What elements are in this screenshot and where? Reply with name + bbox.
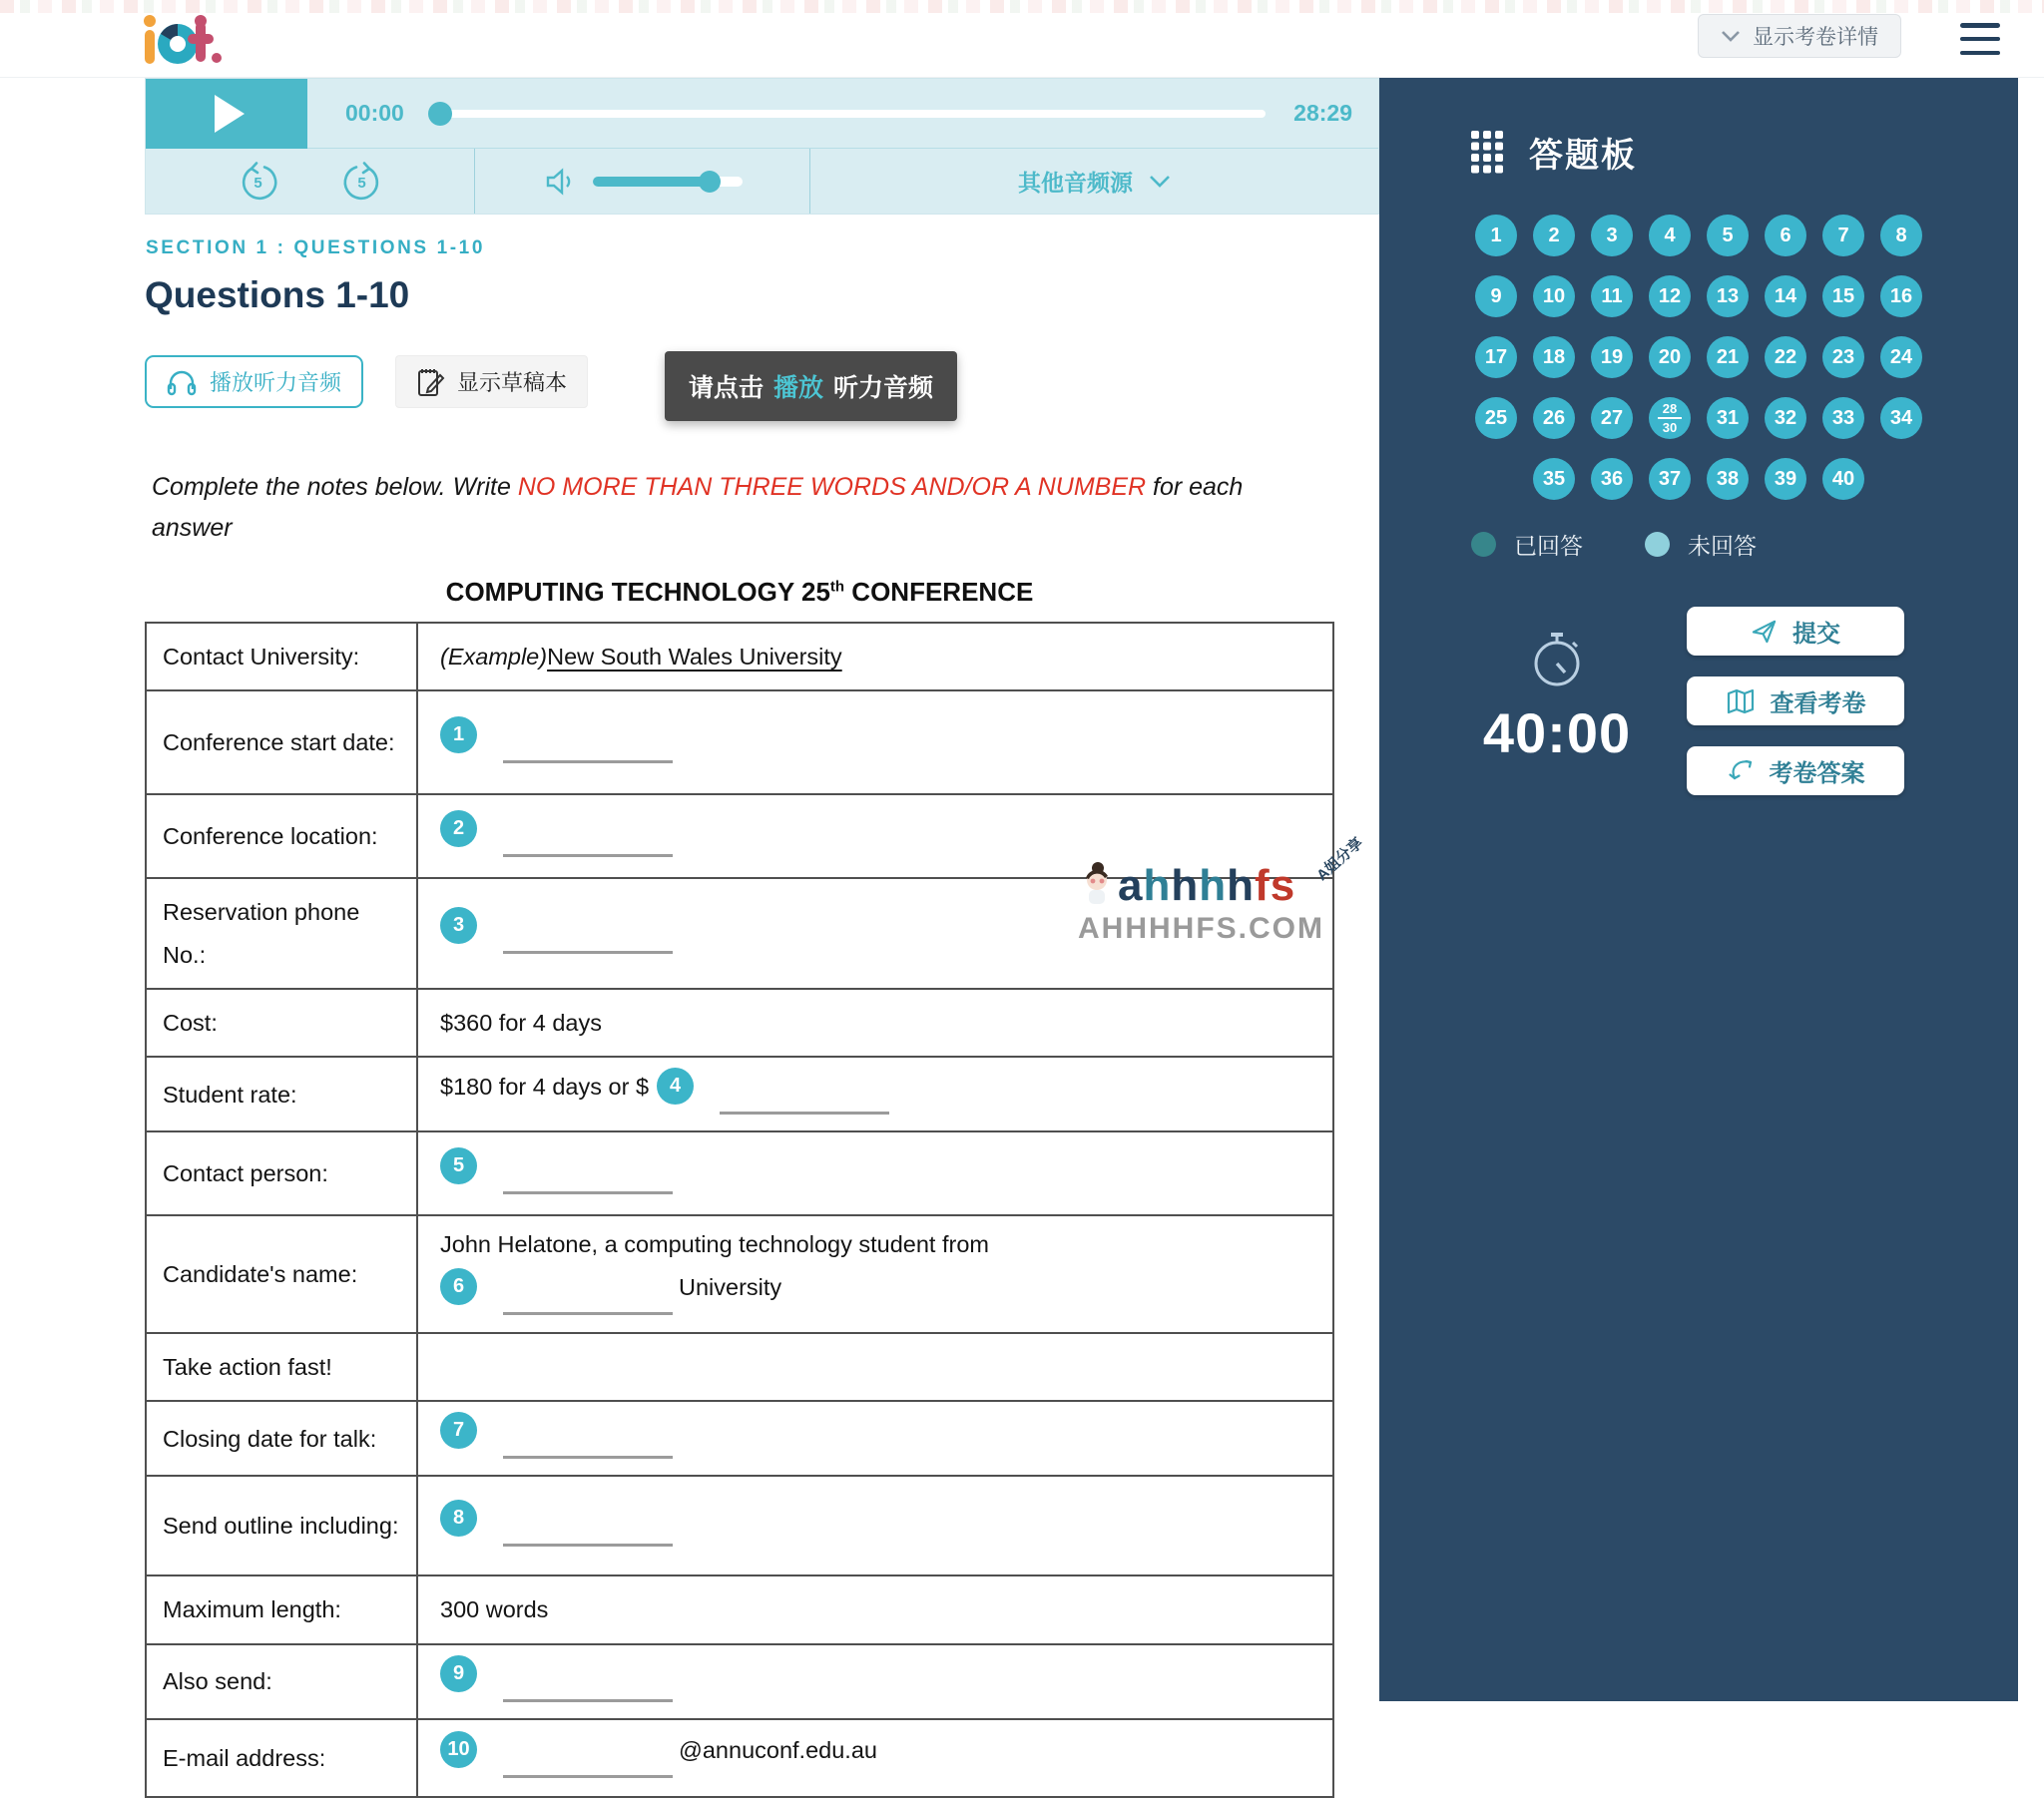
app-header bbox=[0, 0, 2044, 78]
tooltip-suffix: 听力音频 bbox=[833, 374, 934, 402]
skip-controls bbox=[146, 149, 475, 214]
instruction-prefix: Complete the notes below. Write bbox=[152, 473, 518, 501]
row-label: Closing date for talk: bbox=[146, 1401, 417, 1476]
row-label: Conference start date: bbox=[146, 690, 417, 794]
answer-board bbox=[1379, 78, 2018, 1701]
progress-knob[interactable] bbox=[428, 102, 452, 126]
question-nav-26[interactable]: 26 bbox=[1533, 397, 1575, 439]
notes-title-main: COMPUTING TECHNOLOGY 25 bbox=[445, 577, 830, 607]
row-label: Conference location: bbox=[146, 794, 417, 878]
page-title: Questions 1-10 bbox=[145, 274, 410, 315]
question-nav-39[interactable]: 39 bbox=[1765, 458, 1806, 500]
question-nav-28-30[interactable] bbox=[1649, 397, 1691, 439]
watermark-ribbon: A姐分享 bbox=[1313, 834, 1367, 885]
table-row bbox=[146, 1401, 1333, 1476]
table-row bbox=[146, 1215, 1333, 1333]
progress-track[interactable] bbox=[430, 110, 1266, 118]
question-nav-22[interactable]: 22 bbox=[1765, 336, 1806, 378]
play-icon bbox=[215, 95, 245, 133]
question-nav-9[interactable]: 9 bbox=[1475, 275, 1517, 317]
answer-blank-6[interactable] bbox=[503, 1285, 673, 1315]
question-nav-38[interactable]: 38 bbox=[1707, 458, 1749, 500]
speaker-icon bbox=[543, 165, 577, 199]
row-text-line: John Helatone, a computing technology student from bbox=[440, 1231, 989, 1258]
question-grid-row bbox=[1379, 215, 2018, 256]
row-value bbox=[417, 623, 1333, 690]
question-nav-4[interactable]: 4 bbox=[1649, 215, 1691, 256]
question-nav-32[interactable]: 32 bbox=[1765, 397, 1806, 439]
table-row bbox=[146, 623, 1333, 690]
question-nav-11[interactable]: 11 bbox=[1591, 275, 1633, 317]
row-label: E-mail address: bbox=[146, 1719, 417, 1797]
question-nav-24[interactable]: 24 bbox=[1880, 336, 1922, 378]
section-eyebrow: SECTION 1 : QUESTIONS 1-10 bbox=[146, 237, 485, 258]
answer-blank-3[interactable] bbox=[503, 924, 673, 954]
row-text: 300 words bbox=[440, 1596, 549, 1623]
row-content bbox=[440, 644, 1310, 671]
show-draft-label: 显示草稿本 bbox=[457, 370, 568, 395]
table-row bbox=[146, 989, 1333, 1057]
row-label: Cost: bbox=[146, 989, 417, 1057]
chevron-down-icon bbox=[1149, 175, 1171, 189]
row-label: Take action fast! bbox=[146, 1333, 417, 1401]
table-row bbox=[146, 1476, 1333, 1575]
question-grid-row bbox=[1379, 336, 2018, 378]
instruction-emphasis: NO MORE THAN THREE WORDS AND/OR A NUMBER bbox=[517, 473, 1147, 501]
current-time: 00:00 bbox=[345, 100, 404, 126]
row-value bbox=[417, 1401, 1333, 1476]
question-nav-16[interactable]: 16 bbox=[1880, 275, 1922, 317]
row-label: Reservation phone No.: bbox=[146, 878, 417, 989]
answer-board-header bbox=[1471, 128, 2018, 177]
row-label: Contact University: bbox=[146, 623, 417, 690]
site-watermark bbox=[1078, 834, 1367, 946]
question-nav-19[interactable]: 19 bbox=[1591, 336, 1633, 378]
other-sources-label: 其他音频源 bbox=[1018, 170, 1133, 196]
row-content bbox=[440, 1412, 1310, 1465]
stacked-bottom: 30 bbox=[1662, 420, 1678, 435]
table-row bbox=[146, 1131, 1333, 1215]
question-nav-6[interactable]: 6 bbox=[1765, 215, 1806, 256]
brand-letter: h bbox=[1199, 861, 1228, 910]
volume-knob[interactable] bbox=[699, 171, 721, 193]
answer-blank-9[interactable] bbox=[503, 1672, 673, 1702]
rewind-5-label: 5 bbox=[254, 175, 262, 192]
volume-controls bbox=[475, 149, 810, 214]
headphones-icon bbox=[167, 368, 197, 396]
question-badge-6: 6 bbox=[440, 1268, 477, 1305]
notes-table bbox=[145, 622, 1334, 1798]
question-nav-13[interactable]: 13 bbox=[1707, 275, 1749, 317]
unanswered-dot bbox=[1645, 532, 1670, 557]
submit-button[interactable] bbox=[1687, 607, 1904, 656]
volume-fill bbox=[593, 177, 711, 187]
play-audio-label: 播放听力音频 bbox=[210, 370, 342, 395]
table-row bbox=[146, 1333, 1333, 1401]
forward-5-button[interactable] bbox=[341, 161, 383, 203]
row-content bbox=[440, 1596, 1310, 1623]
question-nav-5[interactable]: 5 bbox=[1707, 215, 1749, 256]
row-value bbox=[417, 1057, 1333, 1131]
question-grid-row bbox=[1379, 397, 2018, 439]
question-nav-34[interactable]: 34 bbox=[1880, 397, 1922, 439]
details-button-label: 显示考卷详情 bbox=[1753, 26, 1878, 49]
question-badge-5: 5 bbox=[440, 1147, 477, 1184]
watermark-brand-row bbox=[1078, 834, 1367, 910]
brand-letter: s bbox=[1270, 861, 1296, 910]
paper-answers-label: 考卷答案 bbox=[1769, 760, 1865, 787]
row-content bbox=[440, 1655, 1310, 1708]
row-label: Student rate: bbox=[146, 1057, 417, 1131]
timer-block bbox=[1379, 607, 1687, 795]
notes-section bbox=[145, 577, 1334, 1798]
stacked-divider bbox=[1658, 417, 1682, 419]
answer-blank-8[interactable] bbox=[503, 1517, 673, 1547]
view-paper-button[interactable] bbox=[1687, 676, 1904, 725]
row-value bbox=[417, 690, 1333, 794]
question-nav-33[interactable]: 33 bbox=[1822, 397, 1864, 439]
submit-label: 提交 bbox=[1792, 621, 1840, 648]
notes-table-body bbox=[146, 623, 1333, 1797]
table-row bbox=[146, 1575, 1333, 1643]
question-nav-8[interactable]: 8 bbox=[1880, 215, 1922, 256]
row-content bbox=[440, 1010, 1310, 1037]
question-badge-7: 7 bbox=[440, 1412, 477, 1449]
row-content bbox=[440, 1268, 1310, 1321]
show-paper-details-button[interactable] bbox=[1698, 14, 1901, 58]
notes-title-sup: th bbox=[829, 578, 845, 596]
question-nav-31[interactable]: 31 bbox=[1707, 397, 1749, 439]
question-nav-3[interactable]: 3 bbox=[1591, 215, 1633, 256]
question-grid bbox=[1379, 215, 2018, 500]
question-badge-1: 1 bbox=[440, 716, 477, 753]
row-value bbox=[417, 1719, 1333, 1797]
row-label: Candidate's name: bbox=[146, 1215, 417, 1333]
row-value bbox=[417, 1575, 1333, 1643]
paper-plane-icon bbox=[1751, 618, 1778, 645]
question-nav-25[interactable]: 25 bbox=[1475, 397, 1517, 439]
player-progress-row bbox=[146, 79, 1378, 149]
row-content bbox=[440, 1068, 1310, 1121]
answer-blank-7[interactable] bbox=[503, 1429, 673, 1459]
board-footer bbox=[1379, 607, 2018, 795]
play-audio-tooltip bbox=[665, 351, 957, 421]
player-controls-row bbox=[146, 149, 1378, 214]
iot-logo-icon bbox=[138, 8, 228, 70]
menu-icon[interactable] bbox=[1960, 23, 2000, 55]
stacked-top: 28 bbox=[1662, 401, 1678, 416]
other-audio-sources-button[interactable] bbox=[810, 149, 1378, 214]
brand-letter: a bbox=[1118, 861, 1144, 910]
row-text: University bbox=[679, 1274, 782, 1301]
row-text: New South Wales University bbox=[547, 643, 842, 670]
question-nav-7[interactable]: 7 bbox=[1822, 215, 1864, 256]
question-nav-20[interactable]: 20 bbox=[1649, 336, 1691, 378]
tooltip-highlight: 播放 bbox=[773, 374, 824, 402]
question-badge-8: 8 bbox=[440, 1500, 477, 1537]
row-label: Send outline including: bbox=[146, 1476, 417, 1575]
forward-5-label: 5 bbox=[357, 175, 366, 192]
brand-letter: f bbox=[1255, 861, 1271, 910]
row-text: $360 for 4 days bbox=[440, 1009, 602, 1036]
play-listening-audio-button[interactable] bbox=[145, 355, 363, 408]
brand-letter: h bbox=[1171, 861, 1200, 910]
row-text: (Example) bbox=[440, 643, 548, 670]
question-nav-2[interactable]: 2 bbox=[1533, 215, 1575, 256]
notepad-icon bbox=[416, 367, 444, 397]
row-content bbox=[440, 1731, 1310, 1784]
chevron-down-icon bbox=[1721, 30, 1741, 43]
question-badge-4: 4 bbox=[657, 1068, 694, 1105]
answer-blank-2[interactable] bbox=[503, 827, 673, 857]
row-value bbox=[417, 1131, 1333, 1215]
girl-mascot-icon bbox=[1078, 860, 1118, 908]
play-button[interactable] bbox=[146, 79, 307, 149]
grid-icon bbox=[1471, 131, 1503, 174]
row-content bbox=[440, 810, 1310, 863]
curved-arrow-icon bbox=[1727, 757, 1755, 785]
table-row bbox=[146, 690, 1333, 794]
row-value bbox=[417, 989, 1333, 1057]
map-icon bbox=[1726, 688, 1756, 714]
question-badge-2: 2 bbox=[440, 810, 477, 847]
row-content bbox=[440, 716, 1310, 769]
table-row bbox=[146, 1719, 1333, 1797]
row-text: @annuconf.edu.au bbox=[679, 1737, 877, 1764]
paper-answers-button[interactable] bbox=[1687, 746, 1904, 795]
board-actions bbox=[1687, 607, 1904, 795]
question-nav-17[interactable]: 17 bbox=[1475, 336, 1517, 378]
row-label: Maximum length: bbox=[146, 1575, 417, 1643]
row-value bbox=[417, 1215, 1333, 1333]
volume-slider[interactable] bbox=[593, 177, 743, 187]
answered-label: 已回答 bbox=[1514, 533, 1583, 559]
countdown-timer: 40:00 bbox=[1482, 701, 1632, 764]
tooltip-prefix: 请点击 bbox=[689, 374, 765, 402]
answer-blank-1[interactable] bbox=[503, 733, 673, 763]
question-nav-15[interactable]: 15 bbox=[1822, 275, 1864, 317]
question-nav-21[interactable]: 21 bbox=[1707, 336, 1749, 378]
task-instructions bbox=[152, 467, 1329, 548]
question-nav-1[interactable]: 1 bbox=[1475, 215, 1517, 256]
brand-letter: h bbox=[1143, 861, 1172, 910]
watermark-site: AHHHHFS.COM bbox=[1078, 912, 1324, 945]
table-row bbox=[146, 1057, 1333, 1131]
section-buttons bbox=[145, 355, 588, 408]
answer-board-title: 答题板 bbox=[1529, 137, 1637, 175]
answered-dot bbox=[1471, 532, 1496, 557]
question-nav-36[interactable]: 36 bbox=[1591, 458, 1633, 500]
question-nav-40[interactable]: 40 bbox=[1822, 458, 1864, 500]
question-badge-9: 9 bbox=[440, 1655, 477, 1692]
answer-blank-10[interactable] bbox=[503, 1748, 673, 1778]
row-content bbox=[440, 1147, 1310, 1200]
audio-player bbox=[145, 78, 1379, 215]
unanswered-label: 未回答 bbox=[1688, 533, 1757, 559]
question-badge-10: 10 bbox=[440, 1731, 477, 1768]
row-value bbox=[417, 1476, 1333, 1575]
question-nav-35[interactable]: 35 bbox=[1533, 458, 1575, 500]
view-paper-label: 查看考卷 bbox=[1770, 690, 1866, 717]
question-nav-27[interactable]: 27 bbox=[1591, 397, 1633, 439]
iot-logo bbox=[138, 8, 228, 70]
notes-title bbox=[145, 577, 1334, 608]
brand-letter: h bbox=[1227, 861, 1256, 910]
watermark-brand bbox=[1118, 861, 1296, 910]
show-draft-button[interactable] bbox=[395, 355, 588, 408]
answer-blank-5[interactable] bbox=[503, 1164, 673, 1194]
stopwatch-icon bbox=[1527, 629, 1587, 690]
question-grid-row bbox=[1379, 275, 2018, 317]
total-time: 28:29 bbox=[1293, 100, 1352, 126]
row-content bbox=[440, 1500, 1310, 1553]
rewind-5-button[interactable] bbox=[238, 161, 279, 203]
question-badge-3: 3 bbox=[440, 907, 477, 944]
row-text: $180 for 4 days or $ bbox=[440, 1074, 650, 1101]
row-label: Contact person: bbox=[146, 1131, 417, 1215]
question-nav-14[interactable]: 14 bbox=[1765, 275, 1806, 317]
instruction-suffix: for each answer bbox=[152, 473, 1244, 542]
question-nav-18[interactable]: 18 bbox=[1533, 336, 1575, 378]
notes-title-tail: CONFERENCE bbox=[844, 577, 1034, 607]
row-label: Also send: bbox=[146, 1644, 417, 1719]
question-grid-row bbox=[1379, 458, 2018, 500]
question-nav-23[interactable]: 23 bbox=[1822, 336, 1864, 378]
question-nav-37[interactable]: 37 bbox=[1649, 458, 1691, 500]
table-row bbox=[146, 1644, 1333, 1719]
status-legend bbox=[1471, 528, 2018, 561]
question-nav-10[interactable]: 10 bbox=[1533, 275, 1575, 317]
row-value bbox=[417, 1644, 1333, 1719]
answer-blank-4[interactable] bbox=[720, 1085, 889, 1115]
question-nav-12[interactable]: 12 bbox=[1649, 275, 1691, 317]
row-value bbox=[417, 1333, 1333, 1401]
